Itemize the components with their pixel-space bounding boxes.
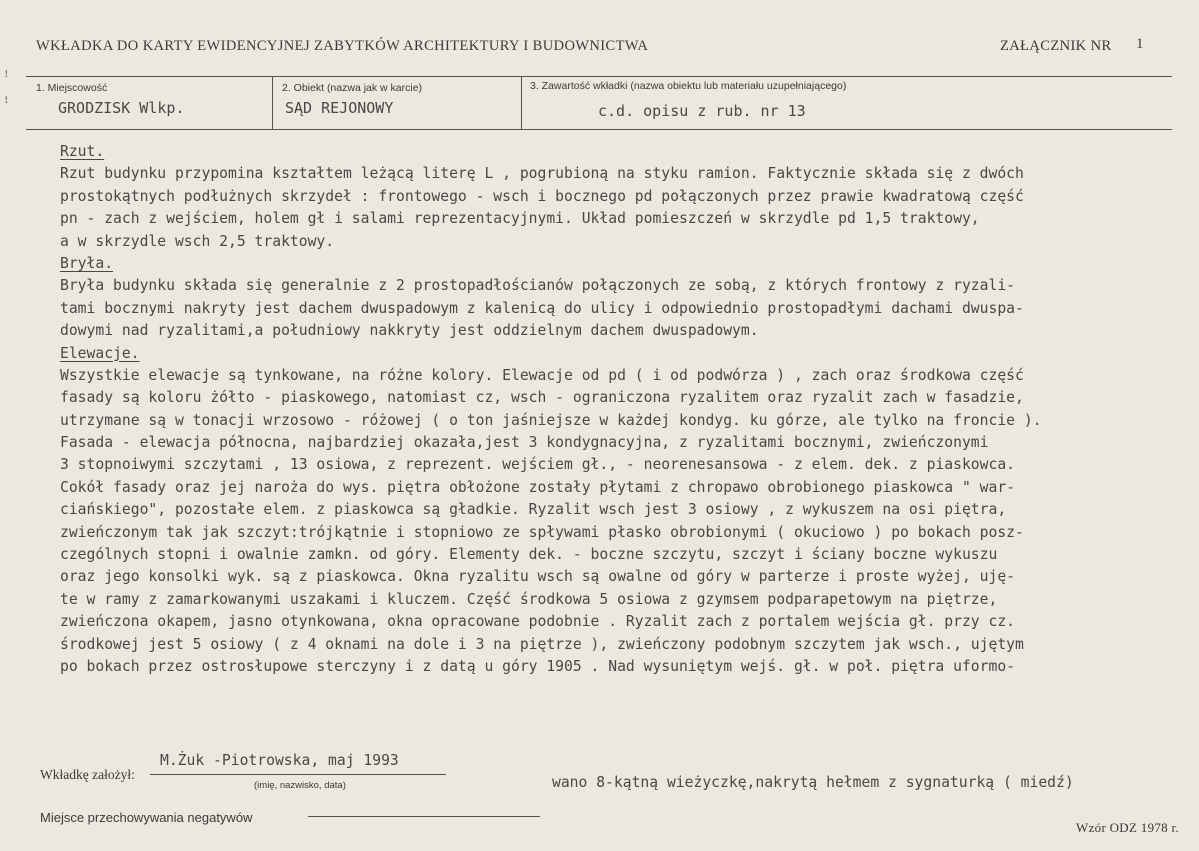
attachment-number: 1 [1136, 36, 1144, 52]
description-line: Rzut budynku przypomina kształtem leżącą literę L , pogrubioną na styku ramion. Faktycznie składa się z dwóch [60, 165, 1024, 183]
field-divider [521, 76, 522, 129]
field-divider [272, 76, 273, 129]
object-value: SĄD REJONOWY [285, 99, 394, 117]
description-line: Wszystkie elewacje są tynkowane, na różne kolory. Elewacje od pd ( i od podwórza ) , zach oraz środkowa część [60, 366, 1024, 384]
description-line: dowymi nad ryzalitami,a południowy nakkryty jest oddzielnym dachem dwuspadowym. [60, 322, 759, 340]
description-line: a w skrzydle wsch 2,5 traktowy. [60, 232, 335, 250]
prepared-by-value: M.Żuk -Piotrowska, maj 1993 [160, 752, 399, 769]
description-last-line: wano 8-kątną wieżyczkę,nakrytą hełmem z sygnaturką ( miedź) [552, 774, 1074, 791]
content-label: 3. Zawartość wkładki (nazwa obiektu lub materiału uzupełniającego) [530, 80, 847, 92]
description-line: Cokół fasady oraz jej naroża do wys. piętra obłożone zostały płytami z chropawo obrobionego piaskowca " war- [60, 478, 1016, 496]
description-line: po bokach przez ostrosłupowe sterczyny i z datą u góry 1905 . Nad wysuniętym wejś. gł. w poł. piętra uformo- [60, 657, 1016, 675]
place-label: 1. Miejscowość [36, 82, 108, 94]
field-top-rule [26, 76, 1172, 77]
negatives-label: Miejsce przechowywania negatywów [40, 810, 253, 825]
section-heading: Bryła. [60, 254, 114, 272]
form-code: Wzór ODZ 1978 r. [1076, 820, 1179, 835]
description-line: zwieńczona okapem, jasno otynkowana, okna opracowane podobnie . Ryzalit zach z portalem wejścia gł. przy cz. [60, 613, 1016, 631]
description-line: ciańskiego", pozostałe elem. z piaskowca są gładkie. Ryzalit wsch jest 3 osiowy , z wykuszem na osi piętra, [60, 501, 1007, 519]
margin-tick: ꜝ [4, 98, 9, 113]
object-label: 2. Obiekt (nazwa jak w karcie) [282, 82, 423, 94]
description-line: czególnych stopni i owalnie zamkn. od góry. Elementy dek. - boczne szczytu, szczyt i ściany boczne wykuszu [60, 546, 998, 564]
description-line: środkowej jest 5 osiowy ( z 4 oknami na dole i 3 na piętrze ), zwieńczony podobnym szczytem jak wsch., ujętym [60, 635, 1024, 653]
negatives-rule [308, 816, 540, 817]
description-body [60, 141, 1180, 678]
description-line: 3 stopnoiwymi szczytami , 13 osiowa, z reprezent. wejściem gł., - neorenesansowa - z elem. dek. z piaskowca. [60, 456, 1016, 474]
prepared-by-hint: (imię, nazwisko, data) [254, 780, 346, 791]
description-line: oraz jego konsolki wyk. są z piaskowca. Okna ryzalitu wsch są owalne od góry w parterze i proste wyżej, uję- [60, 568, 1016, 586]
description-line: utrzymane są w tonacji wrzosowo - różowej ( o ton jaśniejsze w każdej kondyg. ku górze, ale tylko na froncie ). [60, 411, 1042, 429]
description-line: Fasada - elewacja północna, najbardziej okazała,jest 3 kondygnacyjna, z ryzalitami bocznymi, zwieńczonymi [60, 434, 989, 452]
place-value: GRODZISK Wlkp. [58, 99, 185, 117]
description-line: te w ramy z zamarkowanymi uszakami i kluczem. Część środkowa 5 osiowa z gzymsem podparapetowym na piętrze, [60, 590, 998, 608]
description-line: fasady są koloru żółto - piaskowego, natomiast cz, wsch - ograniczona ryzalitem oraz ryzalit zach w fasadzie, [60, 389, 1024, 407]
signature-rule [150, 774, 446, 775]
form-title: WKŁADKA DO KARTY EWIDENCYJNEJ ZABYTKÓW ARCHITEKTURY I BUDOWNICTWA [36, 38, 649, 54]
description-line: prostokątnych podłużnych skrzydeł : frontowego - wsch i bocznego pd połączonych przez prawie kwadratową część [60, 187, 1024, 205]
content-value: c.d. opisu z rub. nr 13 [598, 102, 806, 120]
margin-tick: ꜝ [4, 72, 9, 87]
prepared-by-label: Wkładkę założył: [40, 767, 135, 782]
description-line: pn - zach z wejściem, holem gł i salami reprezentacyjnymi. Układ pomieszczeń w skrzydle pd 1,5 traktowy, [60, 210, 980, 228]
description-line: Bryła budynku składa się generalnie z 2 prostopadłościanów połączonych ze sobą, z których frontowy z ryzali- [60, 277, 1016, 295]
field-bottom-rule [26, 129, 1172, 130]
description-line: tami bocznymi nakryty jest dachem dwuspadowym z kalenicą do ulicy i odpowiednio prostopadłymi dachami dwuspa- [60, 299, 1024, 317]
attachment-label: ZAŁĄCZNIK NR [1000, 38, 1112, 54]
section-heading: Elewacje. [60, 344, 140, 362]
section-heading: Rzut. [60, 143, 105, 160]
description-line: zwieńczonym tak jak szczyt:trójkątnie i stopniowo ze spływami płasko obrobionymi ( okuciowo ) po bokach posz- [60, 523, 1024, 541]
